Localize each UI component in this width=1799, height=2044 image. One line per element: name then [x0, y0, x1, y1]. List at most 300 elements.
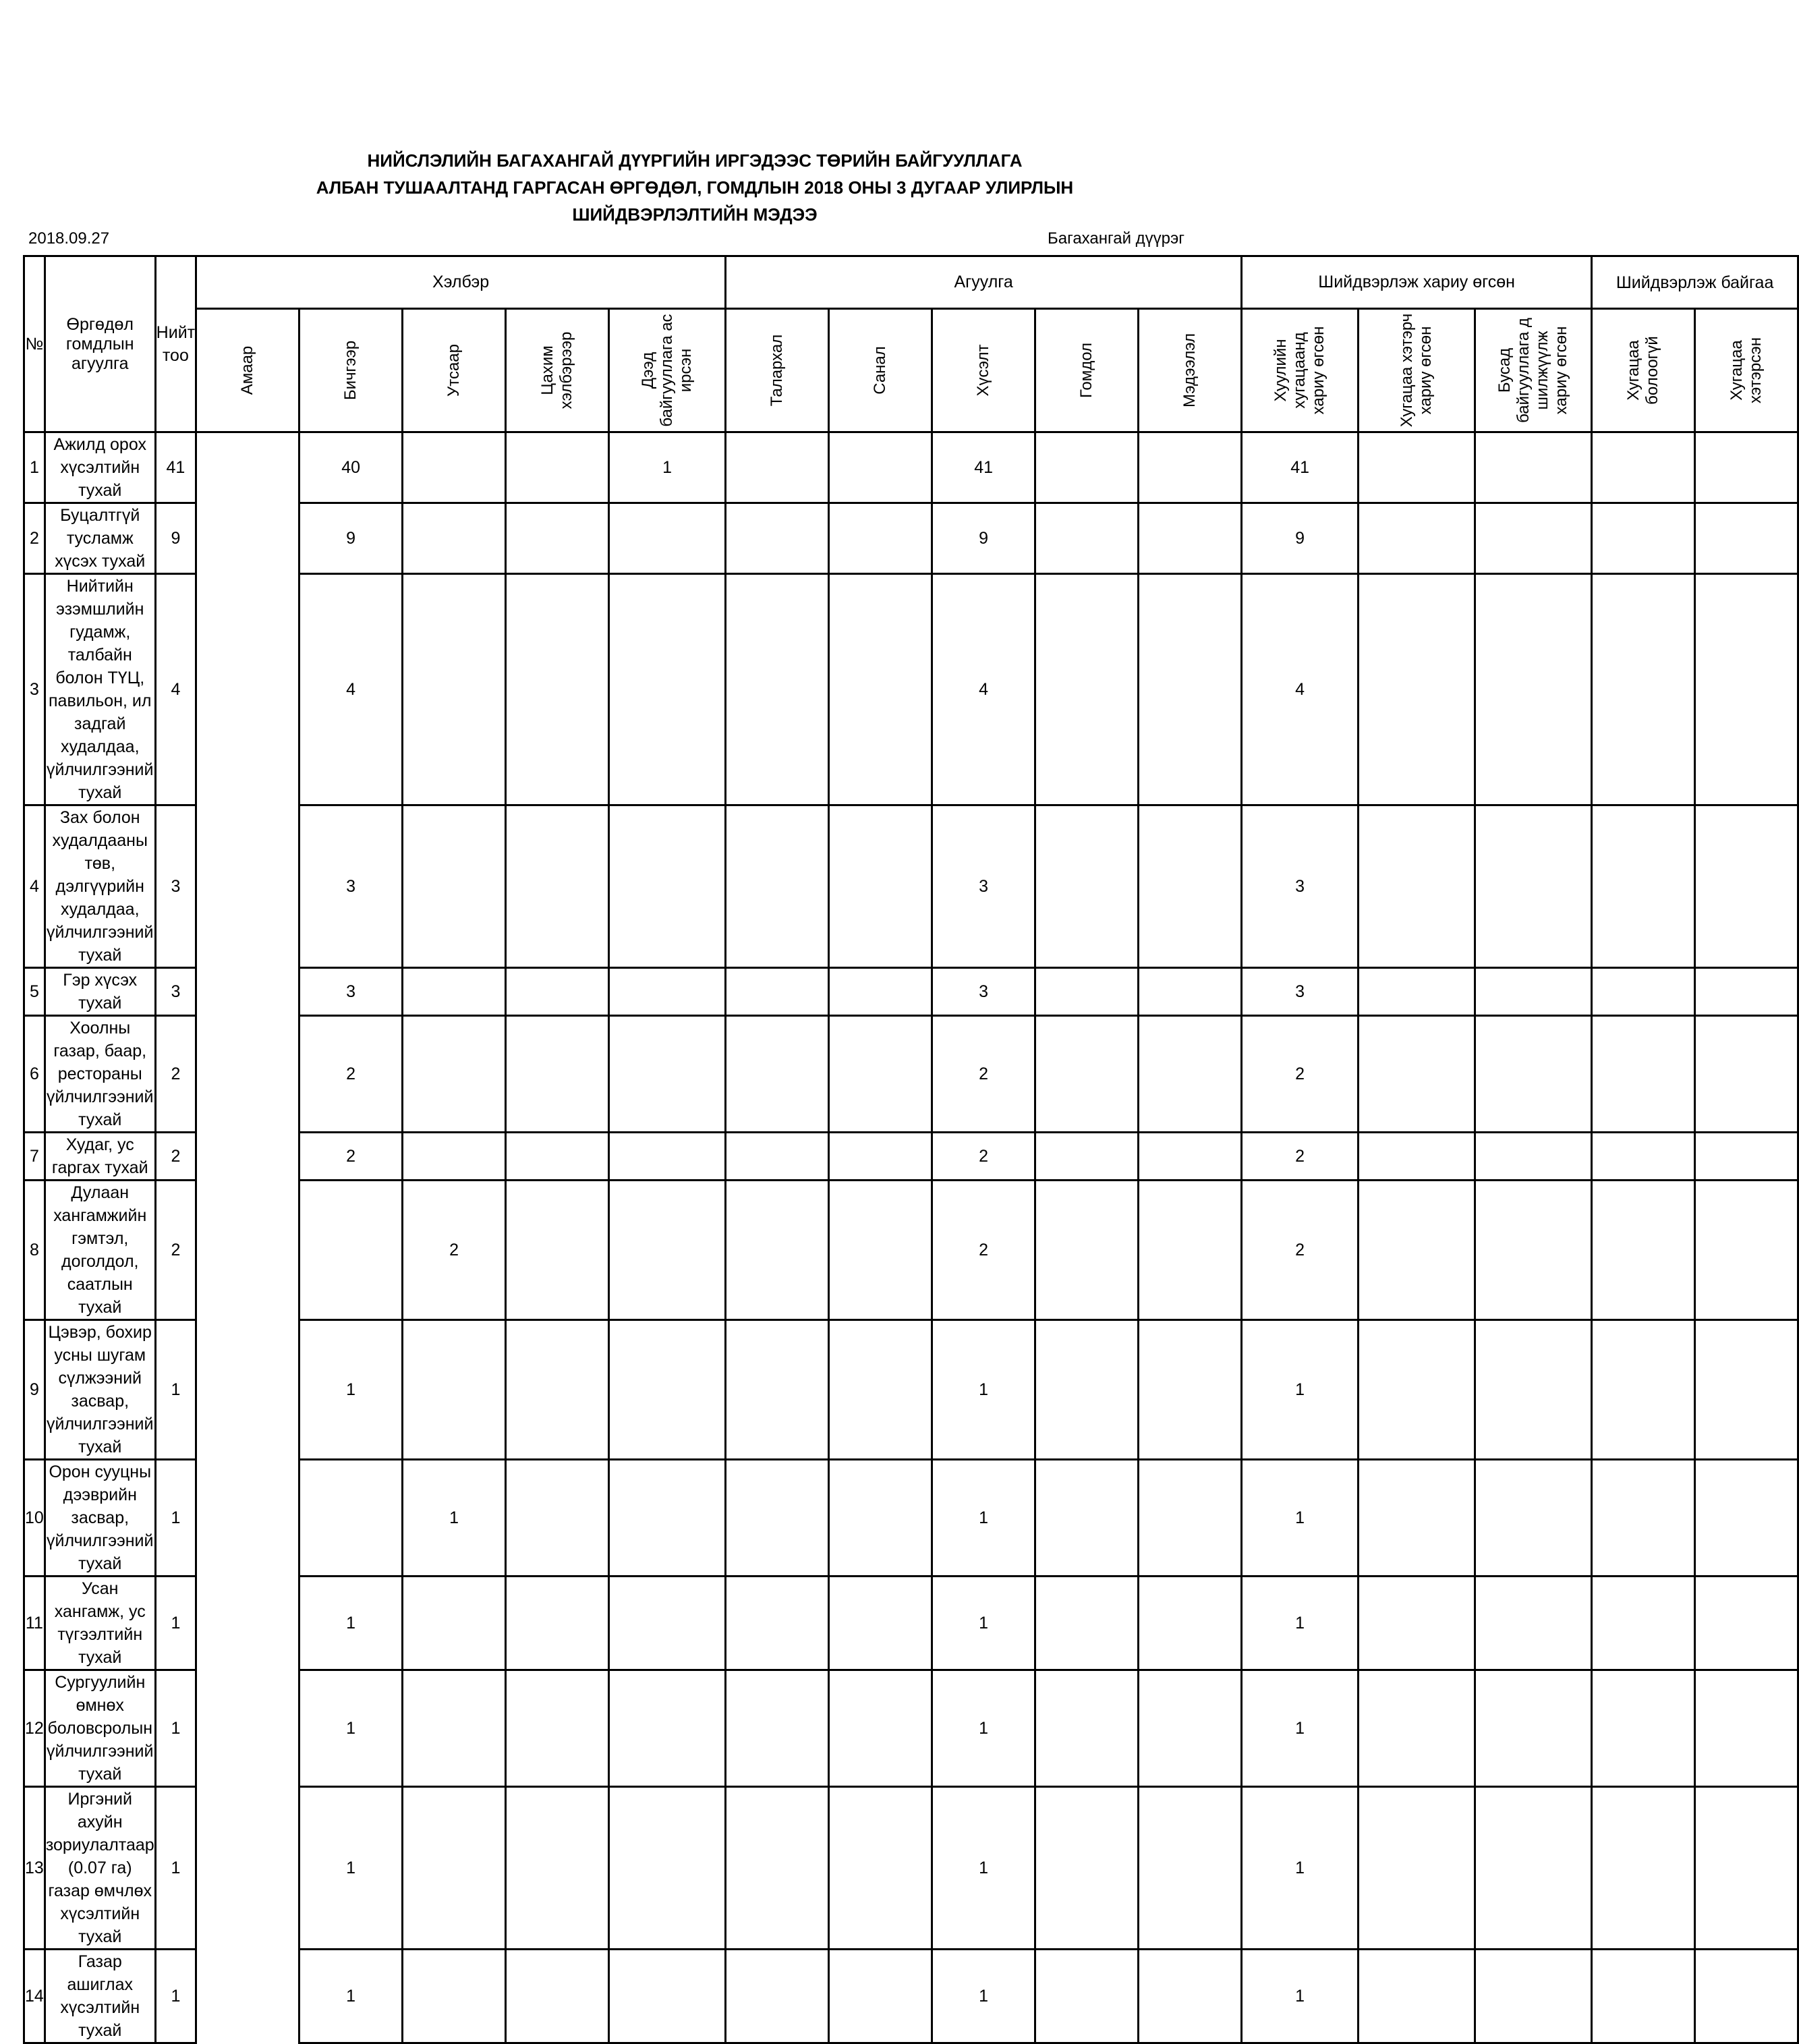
cell-not-due: [1592, 574, 1695, 805]
cell-late: [1359, 1016, 1475, 1133]
row-number: 14: [24, 1950, 45, 2043]
cell-suggestion: [829, 503, 932, 574]
cell-in-time: 1: [1242, 1460, 1359, 1577]
cell-request: 1: [932, 1320, 1035, 1460]
cell-oral: [196, 1787, 299, 1950]
cell-overdue: [1695, 1181, 1798, 1320]
report-title: [0, 147, 1390, 228]
cell-request: 2: [932, 1133, 1035, 1181]
cell-phone: 1: [403, 1460, 506, 1577]
header-form-5: [609, 309, 726, 432]
cell-oral: [196, 1670, 299, 1787]
cell-thanks: [726, 1787, 829, 1950]
cell-overdue: [1695, 503, 1798, 574]
cell-written: 40: [299, 432, 403, 503]
cell-written: 1: [299, 1320, 403, 1460]
cell-total: 41: [155, 432, 196, 503]
cell-request: 1: [932, 1460, 1035, 1577]
cell-electronic: [506, 1670, 609, 1787]
header-content-3: [932, 309, 1035, 432]
row-number: 11: [24, 1577, 45, 1670]
cell-thanks: [726, 1133, 829, 1181]
cell-complaint: [1035, 432, 1139, 503]
cell-request: 3: [932, 968, 1035, 1016]
cell-total: 1: [155, 1320, 196, 1460]
cell-higher: [609, 1787, 726, 1950]
cell-request: 1: [932, 1787, 1035, 1950]
row-content: Нийтийн эзэмшлийн гудамж, талбайн болон ТҮЦ, павильон, ил задгай худалдаа, үйлчилгээний тухай: [45, 574, 155, 805]
cell-info: [1139, 1016, 1242, 1133]
cell-electronic: [506, 1181, 609, 1320]
cell-info: [1139, 503, 1242, 574]
cell-overdue: [1695, 574, 1798, 805]
header-total: Нийт тоо: [155, 256, 196, 432]
cell-request: 2: [932, 1181, 1035, 1320]
header-content-4-label: Гомдол: [1077, 342, 1096, 399]
cell-phone: [403, 503, 506, 574]
cell-not-due: [1592, 432, 1695, 503]
cell-written: 2: [299, 1133, 403, 1181]
header-resolving-2: [1695, 309, 1798, 432]
cell-not-due: [1592, 1016, 1695, 1133]
cell-overdue: [1695, 1577, 1798, 1670]
cell-phone: [403, 1016, 506, 1133]
cell-phone: [403, 805, 506, 968]
cell-transferred: [1475, 1460, 1592, 1577]
cell-not-due: [1592, 1950, 1695, 2043]
cell-late: [1359, 1577, 1475, 1670]
cell-in-time: 2: [1242, 1181, 1359, 1320]
cell-overdue: [1695, 1320, 1798, 1460]
row-content: Буцалтгүй тусламж хүсэх тухай: [45, 503, 155, 574]
cell-suggestion: [829, 1460, 932, 1577]
cell-in-time: 2: [1242, 1016, 1359, 1133]
cell-complaint: [1035, 574, 1139, 805]
cell-total: 1: [155, 1787, 196, 1950]
table-row: [24, 1181, 1798, 1320]
cell-overdue: [1695, 1670, 1798, 1787]
header-group-resolved: Шийдвэрлэж хариу өгсөн: [1242, 256, 1592, 309]
cell-higher: [609, 1670, 726, 1787]
header-content-2-label: Санал: [871, 346, 890, 395]
cell-oral: [196, 574, 299, 805]
table-row: [24, 805, 1798, 968]
cell-in-time: 2: [1242, 1133, 1359, 1181]
cell-phone: [403, 574, 506, 805]
header-form-2-label: Бичгээр: [341, 340, 360, 401]
cell-higher: [609, 1133, 726, 1181]
cell-request: 1: [932, 1670, 1035, 1787]
sub-header-row: [24, 309, 1798, 432]
cell-transferred: [1475, 1133, 1592, 1181]
row-content: Иргэний ахуйн зориулалтаар (0.07 га) газар өмчлөх хүсэлтийн тухай: [45, 1787, 155, 1950]
cell-electronic: [506, 1460, 609, 1577]
header-form-4: [506, 309, 609, 432]
cell-oral: [196, 1950, 299, 2043]
cell-transferred: [1475, 1320, 1592, 1460]
cell-overdue: [1695, 805, 1798, 968]
row-number: 9: [24, 1320, 45, 1460]
row-content: Усан хангамж, ус түгээлтийн тухай: [45, 1577, 155, 1670]
cell-suggestion: [829, 968, 932, 1016]
table-row: [24, 574, 1798, 805]
cell-not-due: [1592, 1787, 1695, 1950]
cell-complaint: [1035, 1787, 1139, 1950]
header-form-3: [403, 309, 506, 432]
cell-thanks: [726, 503, 829, 574]
cell-phone: 2: [403, 1181, 506, 1320]
cell-suggestion: [829, 432, 932, 503]
cell-complaint: [1035, 1133, 1139, 1181]
row-content: Цэвэр, бохир усны шугам сүлжээний засвар, үйлчилгээний тухай: [45, 1320, 155, 1460]
cell-written: 3: [299, 805, 403, 968]
cell-electronic: [506, 432, 609, 503]
header-content-1: [726, 309, 829, 432]
cell-in-time: 1: [1242, 1950, 1359, 2043]
cell-late: [1359, 968, 1475, 1016]
cell-in-time: 1: [1242, 1787, 1359, 1950]
header-resolved-3-label: Бусад байгууллага д шилжүүлж хариу өгсөн: [1495, 318, 1571, 423]
cell-late: [1359, 1320, 1475, 1460]
statistics-table: [23, 255, 1799, 2044]
cell-late: [1359, 805, 1475, 968]
cell-not-due: [1592, 968, 1695, 1016]
cell-electronic: [506, 1133, 609, 1181]
cell-suggestion: [829, 805, 932, 968]
report-date: 2018.09.27: [28, 229, 110, 248]
row-content: Дулаан хангамжийн гэмтэл, доголдол, саатлын тухай: [45, 1181, 155, 1320]
table-row: [24, 1460, 1798, 1577]
cell-higher: [609, 805, 726, 968]
cell-not-due: [1592, 805, 1695, 968]
cell-total: 4: [155, 574, 196, 805]
cell-total: 1: [155, 1950, 196, 2043]
cell-higher: [609, 574, 726, 805]
cell-electronic: [506, 968, 609, 1016]
cell-suggestion: [829, 1016, 932, 1133]
cell-transferred: [1475, 503, 1592, 574]
cell-higher: [609, 1950, 726, 2043]
table-row: [24, 1016, 1798, 1133]
cell-info: [1139, 968, 1242, 1016]
cell-thanks: [726, 1181, 829, 1320]
cell-request: 3: [932, 805, 1035, 968]
table-row: [24, 1950, 1798, 2043]
cell-thanks: [726, 432, 829, 503]
cell-oral: [196, 1460, 299, 1577]
cell-total: 2: [155, 1181, 196, 1320]
header-form-1-label: Амаар: [238, 345, 257, 395]
cell-suggestion: [829, 1181, 932, 1320]
cell-request: 4: [932, 574, 1035, 805]
cell-complaint: [1035, 968, 1139, 1016]
cell-total: 1: [155, 1577, 196, 1670]
cell-transferred: [1475, 1181, 1592, 1320]
cell-transferred: [1475, 1670, 1592, 1787]
header-form-2: [299, 309, 403, 432]
cell-total: 1: [155, 1670, 196, 1787]
cell-late: [1359, 1460, 1475, 1577]
cell-thanks: [726, 968, 829, 1016]
cell-written: 1: [299, 1950, 403, 2043]
district-name: Багахангай дүүрэг: [1048, 229, 1185, 248]
header-resolved-2: [1359, 309, 1475, 432]
cell-complaint: [1035, 503, 1139, 574]
table-row: [24, 1320, 1798, 1460]
cell-in-time: 9: [1242, 503, 1359, 574]
cell-request: 1: [932, 1950, 1035, 2043]
row-number: 4: [24, 805, 45, 968]
cell-not-due: [1592, 1181, 1695, 1320]
header-resolved-3: [1475, 309, 1592, 432]
cell-oral: [196, 1016, 299, 1133]
cell-oral: [196, 503, 299, 574]
header-content-5: [1139, 309, 1242, 432]
cell-electronic: [506, 1016, 609, 1133]
cell-higher: [609, 1577, 726, 1670]
cell-thanks: [726, 1016, 829, 1133]
cell-thanks: [726, 1670, 829, 1787]
cell-oral: [196, 1181, 299, 1320]
cell-higher: [609, 503, 726, 574]
cell-in-time: 3: [1242, 805, 1359, 968]
cell-info: [1139, 432, 1242, 503]
cell-written: 1: [299, 1670, 403, 1787]
cell-late: [1359, 1950, 1475, 2043]
cell-info: [1139, 1320, 1242, 1460]
header-resolving-2-label: Хугацаа хэтэрсэн: [1727, 337, 1765, 404]
header-resolved-2-label: Хугацаа хэтэрч хариу өгсөн: [1398, 313, 1435, 428]
header-resolved-1: [1242, 309, 1359, 432]
cell-suggestion: [829, 1577, 932, 1670]
cell-thanks: [726, 1950, 829, 2043]
cell-phone: [403, 1670, 506, 1787]
cell-higher: [609, 1320, 726, 1460]
cell-info: [1139, 1787, 1242, 1950]
cell-overdue: [1695, 968, 1798, 1016]
cell-written: 9: [299, 503, 403, 574]
cell-transferred: [1475, 968, 1592, 1016]
cell-info: [1139, 1181, 1242, 1320]
header-no: №: [24, 256, 45, 432]
header-group-resolving: Шийдвэрлэж байгаа: [1592, 256, 1798, 309]
cell-info: [1139, 1670, 1242, 1787]
header-form-4-label: Цахим хэлбэрээр: [538, 331, 576, 409]
cell-oral: [196, 432, 299, 503]
cell-written: 3: [299, 968, 403, 1016]
cell-written: [299, 1181, 403, 1320]
table-row: [24, 1133, 1798, 1181]
cell-electronic: [506, 805, 609, 968]
row-number: 5: [24, 968, 45, 1016]
cell-higher: [609, 968, 726, 1016]
title-line-3: ШИЙДВЭРЛЭЛТИЙН МЭДЭЭ: [572, 204, 818, 225]
row-number: 13: [24, 1787, 45, 1950]
cell-not-due: [1592, 1670, 1695, 1787]
header-form-3-label: Утсаар: [445, 344, 463, 397]
header-form-1: [196, 309, 299, 432]
cell-request: 1: [932, 1577, 1035, 1670]
cell-oral: [196, 1133, 299, 1181]
cell-thanks: [726, 574, 829, 805]
row-content: Зах болон худалдааны төв, дэлгүүрийн худалдаа, үйлчилгээний тухай: [45, 805, 155, 968]
cell-phone: [403, 1787, 506, 1950]
cell-info: [1139, 805, 1242, 968]
cell-transferred: [1475, 432, 1592, 503]
cell-complaint: [1035, 1016, 1139, 1133]
row-content: Сургуулийн өмнөх боловсролын үйлчилгээний тухай: [45, 1670, 155, 1787]
cell-written: 4: [299, 574, 403, 805]
cell-info: [1139, 1577, 1242, 1670]
cell-thanks: [726, 805, 829, 968]
cell-higher: 1: [609, 432, 726, 503]
row-number: 1: [24, 432, 45, 503]
row-content: Гэр хүсэх тухай: [45, 968, 155, 1016]
row-content: Орон сууцны дээврийн засвар, үйлчилгээний тухай: [45, 1460, 155, 1577]
cell-total: 3: [155, 805, 196, 968]
cell-complaint: [1035, 1181, 1139, 1320]
cell-transferred: [1475, 1950, 1592, 2043]
row-number: 8: [24, 1181, 45, 1320]
cell-info: [1139, 1460, 1242, 1577]
cell-electronic: [506, 1787, 609, 1950]
cell-total: 2: [155, 1016, 196, 1133]
cell-thanks: [726, 1577, 829, 1670]
cell-late: [1359, 1181, 1475, 1320]
cell-written: [299, 1460, 403, 1577]
cell-in-time: 1: [1242, 1670, 1359, 1787]
cell-electronic: [506, 1320, 609, 1460]
cell-phone: [403, 1577, 506, 1670]
cell-transferred: [1475, 805, 1592, 968]
cell-electronic: [506, 574, 609, 805]
cell-not-due: [1592, 1577, 1695, 1670]
cell-overdue: [1695, 1950, 1798, 2043]
row-number: 12: [24, 1670, 45, 1787]
cell-late: [1359, 1787, 1475, 1950]
cell-not-due: [1592, 503, 1695, 574]
cell-electronic: [506, 1950, 609, 2043]
cell-complaint: [1035, 1670, 1139, 1787]
cell-oral: [196, 805, 299, 968]
cell-oral: [196, 1320, 299, 1460]
cell-total: 2: [155, 1133, 196, 1181]
cell-in-time: 3: [1242, 968, 1359, 1016]
cell-total: 9: [155, 503, 196, 574]
cell-transferred: [1475, 1577, 1592, 1670]
cell-request: 2: [932, 1016, 1035, 1133]
row-number: 6: [24, 1016, 45, 1133]
cell-not-due: [1592, 1460, 1695, 1577]
cell-oral: [196, 968, 299, 1016]
cell-overdue: [1695, 1016, 1798, 1133]
row-content: Газар ашиглах хүсэлтийн тухай: [45, 1950, 155, 2043]
cell-thanks: [726, 1320, 829, 1460]
table-row: [24, 1670, 1798, 1787]
cell-higher: [609, 1181, 726, 1320]
cell-complaint: [1035, 1460, 1139, 1577]
cell-request: 41: [932, 432, 1035, 503]
header-resolving-1: [1592, 309, 1695, 432]
cell-higher: [609, 1460, 726, 1577]
table-row: [24, 1577, 1798, 1670]
cell-late: [1359, 432, 1475, 503]
cell-info: [1139, 1950, 1242, 2043]
cell-suggestion: [829, 1670, 932, 1787]
cell-complaint: [1035, 1577, 1139, 1670]
header-group-form: Хэлбэр: [196, 256, 726, 309]
cell-suggestion: [829, 574, 932, 805]
row-number: 10: [24, 1460, 45, 1577]
row-content: Худаг, ус гаргах тухай: [45, 1133, 155, 1181]
header-content-1-label: Талархал: [768, 334, 787, 407]
row-number: 3: [24, 574, 45, 805]
header-content-3-label: Хүсэлт: [974, 344, 993, 397]
title-line-1: НИЙСЛЭЛИЙН БАГАХАНГАЙ ДҮҮРГИЙН ИРГЭДЭЭС ТӨРИЙН БАЙГУУЛЛАГА: [367, 150, 1023, 171]
cell-overdue: [1695, 1133, 1798, 1181]
cell-written: 1: [299, 1787, 403, 1950]
table-row: [24, 968, 1798, 1016]
cell-complaint: [1035, 1950, 1139, 2043]
cell-in-time: 41: [1242, 432, 1359, 503]
cell-complaint: [1035, 805, 1139, 968]
cell-request: 9: [932, 503, 1035, 574]
row-number: 7: [24, 1133, 45, 1181]
header-content: Өргөдөл гомдлын агуулга: [45, 256, 155, 432]
header-content-4: [1035, 309, 1139, 432]
table-body: [24, 432, 1798, 2043]
header-resolving-1-label: Хугацаа болоогүй: [1624, 336, 1662, 405]
table-row: [24, 503, 1798, 574]
cell-transferred: [1475, 1016, 1592, 1133]
cell-oral: [196, 1577, 299, 1670]
cell-electronic: [506, 1577, 609, 1670]
row-content: Хоолны газар, баар, рестораны үйлчилгээний тухай: [45, 1016, 155, 1133]
header-content-2: [829, 309, 932, 432]
row-content: Ажилд орох хүсэлтийн тухай: [45, 432, 155, 503]
cell-thanks: [726, 1460, 829, 1577]
cell-in-time: 4: [1242, 574, 1359, 805]
cell-transferred: [1475, 1787, 1592, 1950]
cell-written: 2: [299, 1016, 403, 1133]
cell-total: 3: [155, 968, 196, 1016]
cell-phone: [403, 432, 506, 503]
table-row: [24, 432, 1798, 503]
cell-complaint: [1035, 1320, 1139, 1460]
header-content-5-label: Мэдээлэл: [1180, 333, 1199, 407]
cell-info: [1139, 1133, 1242, 1181]
cell-not-due: [1592, 1320, 1695, 1460]
cell-transferred: [1475, 574, 1592, 805]
cell-late: [1359, 1133, 1475, 1181]
row-number: 2: [24, 503, 45, 574]
cell-phone: [403, 1133, 506, 1181]
table-row: [24, 1787, 1798, 1950]
cell-phone: [403, 968, 506, 1016]
cell-phone: [403, 1320, 506, 1460]
cell-written: 1: [299, 1577, 403, 1670]
cell-electronic: [506, 503, 609, 574]
cell-in-time: 1: [1242, 1577, 1359, 1670]
cell-higher: [609, 1016, 726, 1133]
header-resolved-1-label: Хуулийн хугацаанд хариу өгсөн: [1272, 326, 1328, 415]
cell-not-due: [1592, 1133, 1695, 1181]
title-line-2: АЛБАН ТУШААЛТАНД ГАРГАСАН ӨРГӨДӨЛ, ГОМДЛЫН 2018 ОНЫ 3 ДУГААР УЛИРЛЫН: [316, 177, 1074, 198]
cell-overdue: [1695, 432, 1798, 503]
cell-suggestion: [829, 1950, 932, 2043]
cell-overdue: [1695, 1460, 1798, 1577]
cell-late: [1359, 503, 1475, 574]
